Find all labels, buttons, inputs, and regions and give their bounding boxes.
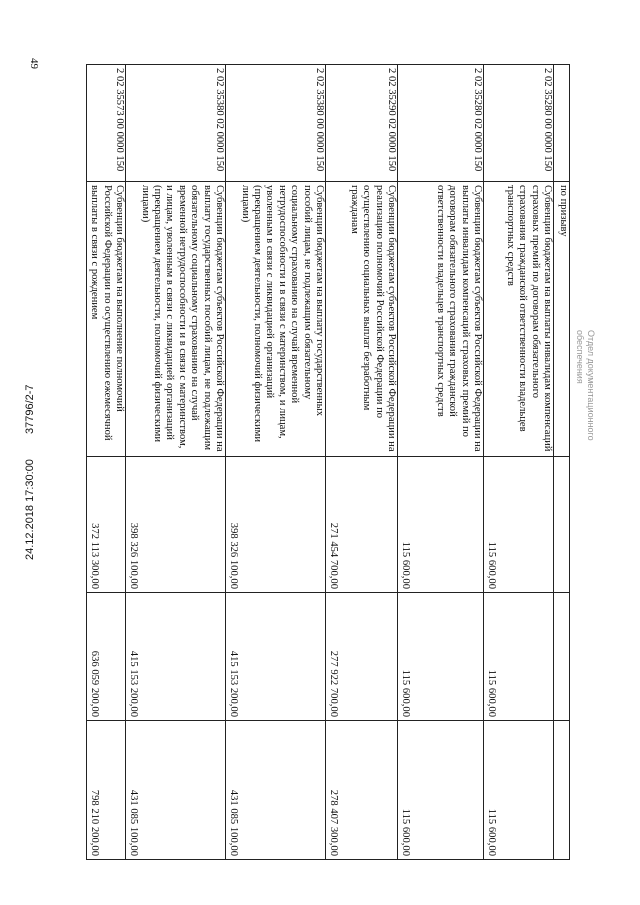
row-name: Субвенции бюджетам на выплату государственных пособий лицам, не подлежащим обязательному социальному страхованию на случай временной нетрудоспособности и в связи с материнством, и лицам, уволенным в связи с ликвидацией организаций (прекращением деятельности, полномочий физическими лицами)	[226, 182, 326, 457]
row-amount-2: 277 922 700,00	[326, 593, 398, 721]
footer	[24, 100, 44, 560]
budget-table	[86, 64, 570, 860]
row-amount-1: 115 600,00	[484, 457, 554, 593]
footer-doc-id: 37796/2-7	[24, 384, 36, 434]
table-row	[86, 65, 125, 860]
row-code: 2 02 35380 00 0000 150	[226, 65, 326, 182]
rotated-table-container	[88, 64, 570, 859]
row-amount-2: 415 153 200,00	[226, 593, 326, 721]
row-code: 2 02 35280 02 0000 150	[398, 65, 484, 182]
row-amount-2: 415 153 200,00	[126, 593, 226, 721]
stamp-line-2: обеспечения	[575, 330, 585, 384]
row-code: 2 02 35290 02 0000 150	[326, 65, 398, 182]
row-name: Субвенции бюджетам субъектов Российской Федерации на реализацию полномочий Российской Федерации по осуществлению социальных выплат безработным гражданам	[326, 182, 398, 457]
row-amount-3: 798 210 200,00	[86, 721, 125, 860]
table-row	[126, 65, 226, 860]
row-amount-1: 271 454 700,00	[326, 457, 398, 593]
table-row	[326, 65, 398, 860]
row-amount-2: 115 600,00	[484, 593, 554, 721]
row-amount-2: 636 059 200,00	[86, 593, 125, 721]
row-name: по призыву	[554, 182, 570, 457]
row-amount-3: 115 600,00	[398, 721, 484, 860]
table-row	[398, 65, 484, 860]
row-amount-3: 431 085 100,00	[126, 721, 226, 860]
table-row	[484, 65, 554, 860]
row-amount-3: 115 600,00	[484, 721, 554, 860]
stamp-line-1: Отдел документационного	[586, 330, 596, 441]
row-amount-2: 115 600,00	[398, 593, 484, 721]
row-amount-3	[554, 721, 570, 860]
row-name: Субвенции бюджетам субъектов Российской Федерации на выплату государственных пособий лицам, не подлежащим обязательному социальному страхованию на случай временной нетрудоспособности и в связи с материнством, и лицам, уволенным в связи с ликвидацией организаций (прекращением деятельности, полномочий физическими лицами)	[126, 182, 226, 457]
row-amount-1: 372 113 300,00	[86, 457, 125, 593]
row-amount-3: 431 085 100,00	[226, 721, 326, 860]
office-stamp	[566, 330, 596, 530]
footer-datetime: 24.12.2018 17:30:00	[24, 459, 36, 560]
row-name: Субвенции бюджетам на выплаты инвалидам компенсаций страховых премий по договорам обязательного страхования гражданской ответственности владельцев транспортных средств	[484, 182, 554, 457]
row-amount-1: 398 326 100,00	[226, 457, 326, 593]
table-row	[226, 65, 326, 860]
row-code: 2 02 35573 00 0000 150	[86, 65, 125, 182]
row-amount-2	[554, 593, 570, 721]
row-code: 2 02 35380 02 0000 150	[126, 65, 226, 182]
row-name: Субвенции бюджетам на выполнение полномочий Российской Федерации по осуществлению ежемесячной выплаты в связи с рождением	[86, 182, 125, 457]
row-amount-1: 398 326 100,00	[126, 457, 226, 593]
row-amount-1: 115 600,00	[398, 457, 484, 593]
row-amount-3: 278 407 300,00	[326, 721, 398, 860]
row-code	[554, 65, 570, 182]
row-name: Субвенции бюджетам субъектов Российской Федерации на выплаты инвалидам компенсаций страховых премий по договорам обязательного страхования гражданской ответственности владельцев транспортных средств	[398, 182, 484, 457]
page-number: 49	[28, 58, 40, 69]
row-code: 2 02 35280 00 0000 150	[484, 65, 554, 182]
